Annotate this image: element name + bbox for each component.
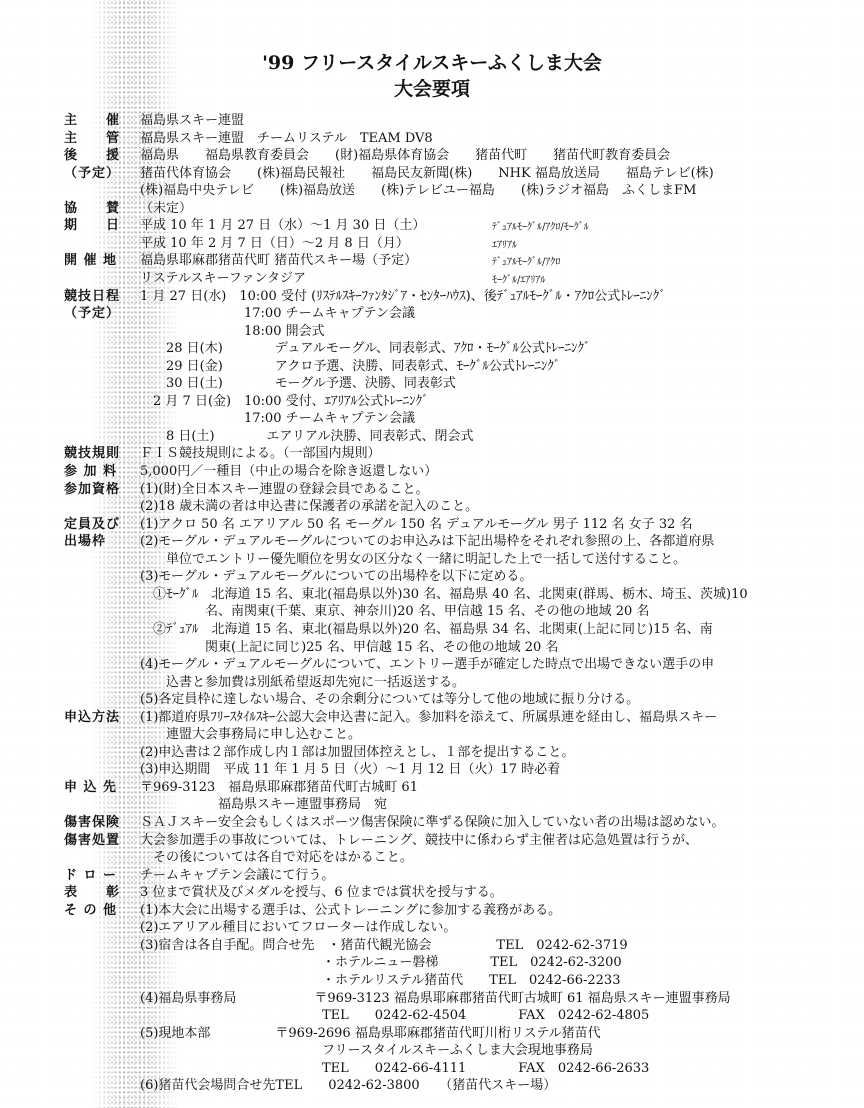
section-label: 参加資格 <box>64 482 121 497</box>
line-text: 8 日(土) エアリアル決勝、同表彰式、閉会式 <box>140 429 474 444</box>
line-text: 平成 10 年 1 月 27 日（水）～1 月 30 日（土） <box>140 218 426 233</box>
section-label: 主 管 <box>64 131 121 146</box>
section-label: 出場枠 <box>64 534 107 549</box>
line-text: （未定） <box>140 201 193 216</box>
line-text: 福島県スキー連盟事務局 宛 <box>140 797 388 812</box>
line-text: (3)モーグル・デュアルモーグルについての出場枠を以下に定める。 <box>140 569 533 584</box>
line-note: ﾃﾞｭｱﾙﾓｰｸﾞﾙ/ｱｸﾛ/ﾓｰｸﾞﾙ <box>492 222 589 233</box>
document-title: '99 フリースタイルスキーふくしま大会 <box>262 52 602 74</box>
line-text: TEL 0242-66-4111 FAX 0242-66-2633 <box>140 1061 650 1076</box>
line-text: ＦＩＳ競技規則による。（一部国内規則） <box>140 446 381 461</box>
line-text: 込書と参加費は別紙希望返却先宛に一括返送する。 <box>140 675 466 690</box>
line-text: (2)エアリアル種目においてフローターは作成しない。 <box>140 920 457 935</box>
section-label: 競技日程 <box>64 289 121 304</box>
line-text: 関東(上記に同じ)25 名、甲信越 15 名、その他の地域 20 名 <box>140 640 559 655</box>
line-text: (1)(財)全日本スキー連盟の登録会員であること。 <box>140 482 429 497</box>
line-text: ・ホテルリステル猪苗代 TEL 0242-66-2233 <box>140 973 621 988</box>
line-text: (3)宿舎は各自手配。問合せ先 ・猪苗代観光協会 TEL 0242-62-3719 <box>140 938 628 953</box>
line-text: 28 日(木) デュアルモーグル、同表彰式、ｱｸﾛ・ﾓｰｸﾞﾙ公式ﾄﾚｰﾆﾝｸﾞ <box>140 341 591 356</box>
line-text: 連盟大会事務局に申し込むこと。 <box>140 727 362 742</box>
line-text: (4)福島県事務局 〒969-3123 福島県耶麻郡猪苗代町古城町 61 福島県スキー連盟事務局 <box>140 991 731 1006</box>
line-text: (2)モーグル・デュアルモーグルについてのお申込みは下記出場枠をそれぞれ参照の上、各都道府県 <box>140 534 715 549</box>
line-text: 福島県スキー連盟 <box>140 113 245 128</box>
section-label: 申 込 先 <box>64 780 118 795</box>
section-label: そ の 他 <box>64 903 118 918</box>
line-text: 福島県 福島県教育委員会 (財)福島県体育協会 猪苗代町 猪苗代町教育委員会 <box>140 148 671 163</box>
line-text: TEL 0242-62-4504 FAX 0242-62-4805 <box>140 1008 650 1023</box>
line-text: 17:00 チームキャプテン会議 <box>140 306 415 321</box>
section-label: 傷害処置 <box>64 833 121 848</box>
section-label: 協 賛 <box>64 201 121 216</box>
line-text: 29 日(金) アクロ予選、決勝、同表彰式、ﾓｰｸﾞﾙ公式ﾄﾚｰﾆﾝｸﾞ <box>140 359 561 374</box>
line-text: 名、南関東(千葉、東京、神奈川)20 名、甲信越 15 名、その他の地域 20 名 <box>140 604 650 619</box>
section-label: 申込方法 <box>64 710 121 725</box>
line-text: (5)各定員枠に達しない場合、その余剰分については等分して他の地域に振り分ける。 <box>140 692 640 707</box>
line-text: 1 月 27 日(水) 10:00 受付 (ﾘｽﾃﾙｽｷｰﾌｧﾝﾀｼﾞｱ・ｾﾝﾀｰﾊｳｽ)、後ﾃﾞｭｱﾙﾓｰｸﾞﾙ・ｱｸﾛ公式ﾄﾚｰﾆﾝｸﾞ <box>140 289 666 304</box>
section-label: （予定） <box>64 166 121 181</box>
line-text: (6)猪苗代会場問合せ先TEL 0242-62-3800 （猪苗代スキー場） <box>140 1078 557 1093</box>
line-text: 福島県スキー連盟 チームリステル TEAM DV8 <box>140 131 433 146</box>
line-text: チームキャプテン会議にて行う。 <box>140 868 335 883</box>
section-label: （予定） <box>64 306 121 321</box>
section-label: 後 援 <box>64 148 121 163</box>
line-text: 単位でエントリー優先順位を男女の区分なく一緒に明記した上で一括して送付すること。 <box>140 552 687 567</box>
line-text: (4)モーグル・デュアルモーグルについて、エントリー選手が確定した時点で出場できない選手の申 <box>140 657 715 672</box>
line-note: ﾓｰｸﾞﾙ/ｴｱﾘｱﾙ <box>492 275 546 286</box>
line-text: 〒969-3123 福島県耶麻郡猪苗代町古城町 61 <box>140 780 418 795</box>
section-label: ド ロ ー <box>64 868 118 883</box>
line-text: 大会参加選手の事故については、トレーニング、競技中に係わらず主催者は応急処置は行うが、 <box>140 833 698 848</box>
line-text: 猪苗代体育協会 (株)福島民報社 福島民友新聞(株) NHK 福島放送局 福島テレビ(株) <box>140 166 714 181</box>
section-label: 参 加 料 <box>64 464 118 479</box>
line-text: 3 位まで賞状及びメダルを授与、6 位までは賞状を授与する。 <box>140 885 503 900</box>
section-label: 表 彰 <box>64 885 121 900</box>
line-text: 平成 10 年 2 月 7 日（日）～2 月 8 日（月） <box>140 236 409 251</box>
line-text: 2 月 7 日(金) 10:00 受付、ｴｱﾘｱﾙ公式ﾄﾚｰﾆﾝｸﾞ <box>140 394 429 409</box>
line-text: 18:00 開会式 <box>140 324 325 339</box>
line-text: 30 日(土) モーグル予選、決勝、同表彰式 <box>140 376 456 391</box>
line-text: ②ﾃﾞｭｱﾙ 北海道 15 名、東北(福島県以外)20 名、福島県 34 名、北関東(上記に同じ)15 名、南 <box>140 622 713 637</box>
line-text: (2)18 歳未満の者は申込書に保護者の承諾を記入のこと。 <box>140 499 479 514</box>
line-text: (1)本大会に出場する選手は、公式トレーニングに参加する義務がある。 <box>140 903 562 918</box>
section-label: 主 催 <box>64 113 121 128</box>
line-text: ・ホテルニュー磐梯 TEL 0242-62-3200 <box>140 955 622 970</box>
line-note: ｴｱﾘｱﾙ <box>492 240 517 251</box>
line-text: リステルスキーファンタジア <box>140 271 307 286</box>
line-text: (1)アクロ 50 名 エアリアル 50 名 モーグル 150 名 デュアルモーグル 男子 112 名 女子 32 名 <box>140 517 693 532</box>
line-text: ＳＡＪスキー安全会もしくはスポーツ傷害保険に準ずる保険に加入していない者の出場は認めない。 <box>140 815 725 830</box>
line-text: (3)申込期間 平成 11 年 1 月 5 日（火）～1 月 12 日（火）17 時必着 <box>140 762 561 777</box>
line-text: 福島県耶麻郡猪苗代町 猪苗代スキー場（予定） <box>140 253 418 268</box>
line-text: (2)申込書は２部作成し内１部は加盟団体控えとし、１部を提出すること。 <box>140 745 575 760</box>
line-text: フリースタイルスキーふくしま大会現地事務局 <box>140 1043 593 1058</box>
line-text: 17:00 チームキャプテン会議 <box>140 411 415 426</box>
section-label: 期 日 <box>64 218 121 233</box>
section-label: 開 催 地 <box>64 253 118 268</box>
section-label: 競技規則 <box>64 446 121 461</box>
document-subtitle: 大会要項 <box>393 78 470 100</box>
section-label: 傷害保険 <box>64 815 121 830</box>
line-text: 5,000円／一種目（中止の場合を除き返還しない） <box>140 464 438 479</box>
section-label: 定員及び <box>64 517 121 532</box>
line-text: (5)現地本部 〒969-2696 福島県耶麻郡猪苗代町川桁リステル猪苗代 <box>140 1026 601 1041</box>
line-text: その後については各自で対応をはかること。 <box>140 850 413 865</box>
line-text: (1)都道府県ﾌﾘｰｽﾀｲﾙｽｷｰ公認大会申込書に記入。参加料を添えて、所属県連を経由し、福島県スキー <box>140 710 718 725</box>
line-note: ﾃﾞｭｱﾙﾓｰｸﾞﾙ/ｱｸﾛ <box>492 257 561 268</box>
line-text: (株)福島中央テレビ (株)福島放送 (株)テレビユー福島 (株)ラジオ福島 ふくしまFM <box>140 183 697 198</box>
line-text: ①ﾓｰｸﾞﾙ 北海道 15 名、東北(福島県以外)30 名、福島県 40 名、北関東(群馬、栃木、埼玉、茨城)10 <box>140 587 748 602</box>
